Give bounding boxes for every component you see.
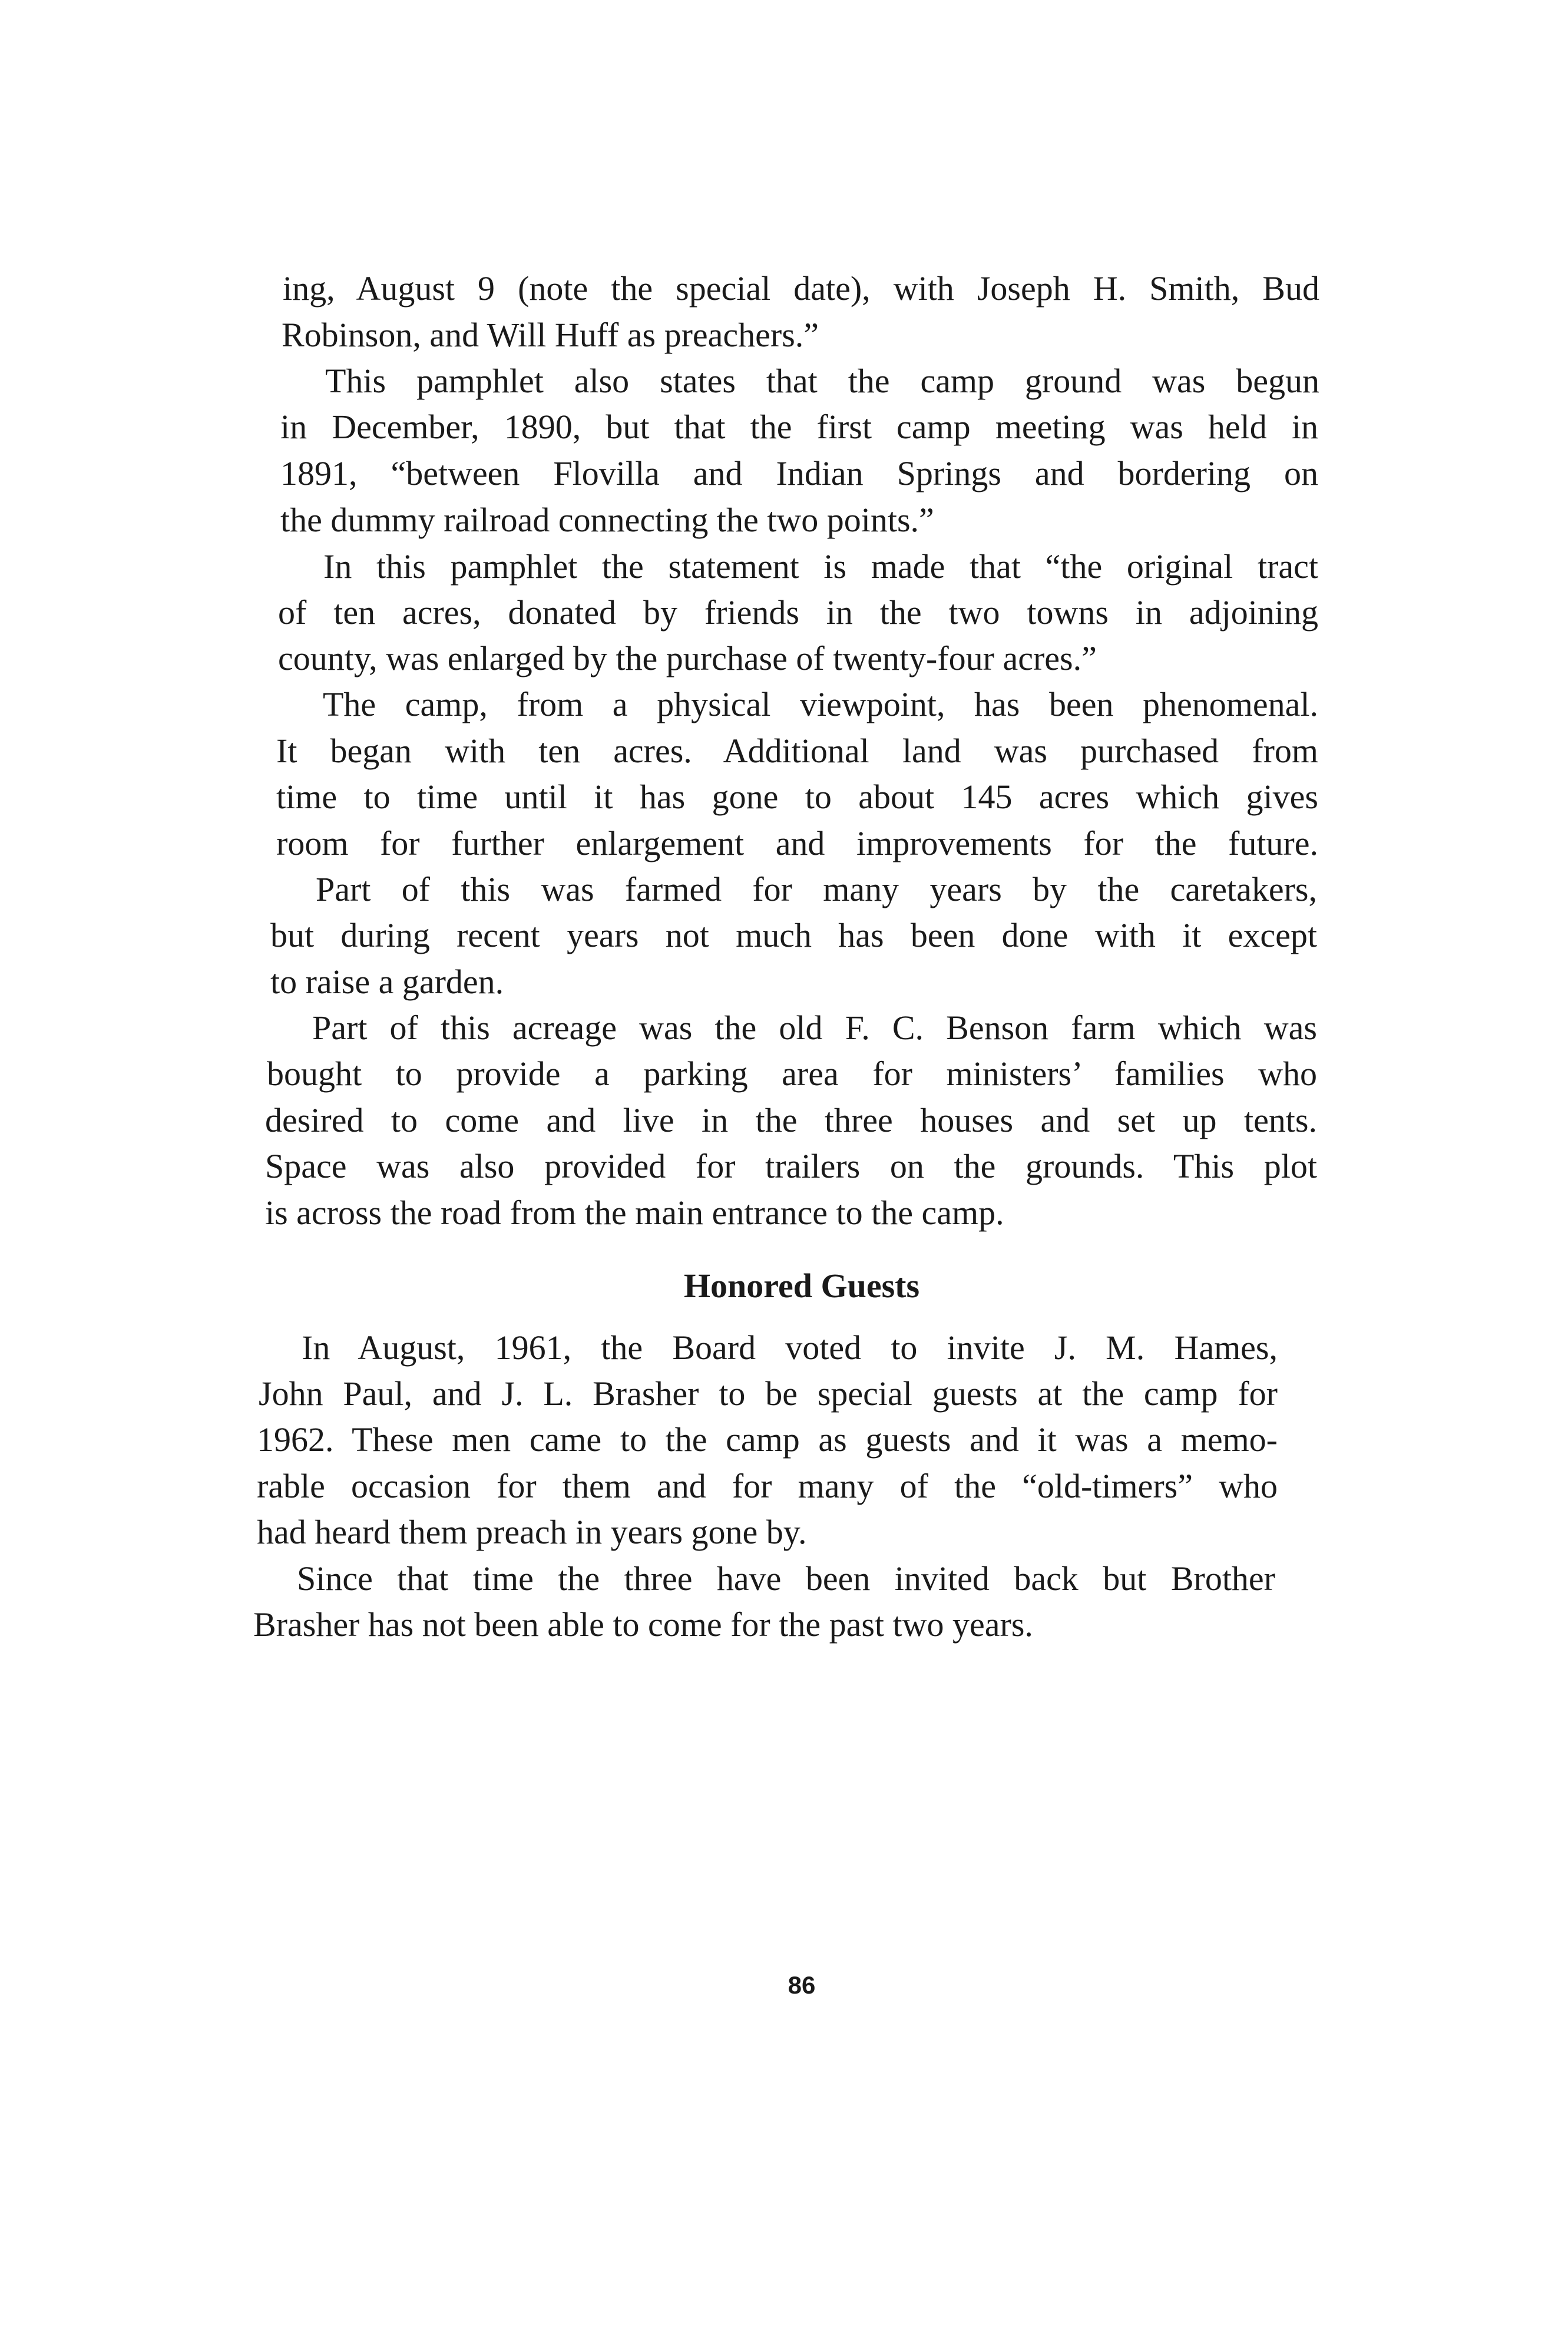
text-line: It began with ten acres. Additional land was purchased from — [276, 732, 1318, 770]
text-line: John Paul, and J. L. Brasher to be special guests at the camp for — [259, 1374, 1278, 1413]
text-line: 1891, “between Flovilla and Indian Springs and bordering on — [280, 454, 1318, 492]
text-line: The camp, from a physical viewpoint, has been phenomenal. — [323, 685, 1318, 723]
text-line: county, was enlarged by the purchase of twenty-four acres.” — [278, 639, 1097, 677]
section-heading: Honored Guests — [683, 1267, 920, 1305]
text-line: rable occasion for them and for many of the “old-timers” who — [257, 1467, 1278, 1505]
text-line: to raise a garden. — [270, 963, 504, 1001]
text-line: ing, August 9 (note the special date), with Joseph H. Smith, Bud — [283, 269, 1319, 308]
text-line: 1962. These men came to the camp as guests and it was a memo- — [257, 1420, 1278, 1459]
text-line: bought to provide a parking area for ministers’ families who — [267, 1055, 1317, 1093]
text-line: the dummy railroad connecting the two points.” — [280, 501, 934, 539]
text-line: In August, 1961, the Board voted to invite J. M. Hames, — [302, 1328, 1278, 1367]
text-line: is across the road from the main entrance to the camp. — [265, 1194, 1004, 1232]
text-line: Robinson, and Will Huff as preachers.” — [282, 316, 819, 354]
text-line: Brasher has not been able to come for the past two years. — [253, 1605, 1033, 1644]
text-line: room for further enlargement and improvements for the future. — [276, 824, 1318, 862]
text-line: In this pamphlet the statement is made that “the original tract — [323, 547, 1318, 586]
text-line: This pamphlet also states that the camp ground was begun — [325, 362, 1319, 400]
text-line: Part of this was farmed for many years by the caretakers, — [316, 870, 1317, 908]
text-line: Since that time the three have been invited back but Brother — [297, 1559, 1275, 1598]
text-line: time to time until it has gone to about 145 acres which gives — [276, 778, 1318, 816]
text-line: desired to come and live in the three houses and set up tents. — [265, 1101, 1317, 1139]
text-line: but during recent years not much has been done with it except — [270, 916, 1317, 954]
text-line: in December, 1890, but that the first camp meeting was held in — [280, 408, 1318, 446]
text-line: had heard them preach in years gone by. — [257, 1513, 807, 1551]
text-line: Part of this acreage was the old F. C. Benson farm which was — [312, 1009, 1317, 1047]
text-line: of ten acres, donated by friends in the two towns in adjoining — [278, 593, 1318, 632]
page-number: 86 — [788, 1971, 816, 1999]
text-line: Space was also provided for trailers on the grounds. This plot — [265, 1147, 1317, 1185]
